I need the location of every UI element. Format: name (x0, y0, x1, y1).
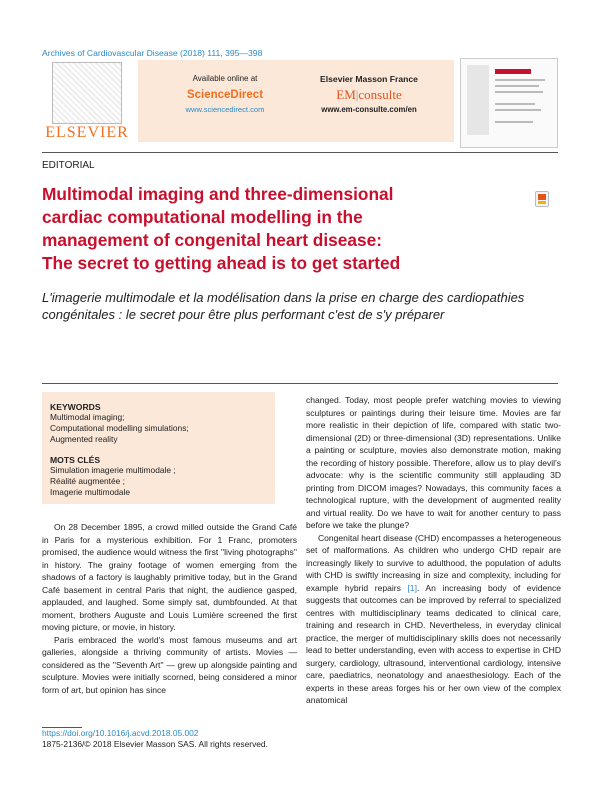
tree-logo-icon (52, 62, 122, 124)
header-divider (42, 152, 558, 153)
sciencedirect-link[interactable]: www.sciencedirect.com (185, 105, 265, 114)
body-left-column (42, 521, 297, 696)
emconsulte-link[interactable]: www.em-consulte.com/en (321, 105, 417, 114)
keyword-fr-item: Réalité augmentée ; (50, 476, 125, 486)
sciencedirect-logo: ScienceDirect (186, 89, 264, 101)
title-line: The secret to getting ahead is to get started (42, 253, 401, 273)
keyword-fr-item: Imagerie multimodale (50, 487, 131, 497)
body-paragraph: Paris embraced the world's most famous museums and art galleries, alongside a thriving community of artists. Movies — considered as the ''Seventh Art'' — grew up alongside painting and sculpture. Movies were initially scorned, being considered a minor form of art, but opinion has since (42, 634, 297, 695)
title-line: Multimodal imaging and three-dimensional (42, 184, 394, 204)
copyright-notice: 1875-2136/© 2018 Elsevier Masson SAS. All rights reserved. (42, 739, 268, 749)
keyword-item: Computational modelling simulations; (50, 423, 189, 433)
body-paragraph: Congenital heart disease (CHD) encompasses a heterogeneous set of malformations. As children who undergo CHD repair are increasingly likely to survive to adulthood, the population of adults with CHD is swiftly increasing in size and complexity, including for example hybrid repairs [1]. An increasing body of evidence suggests that outcomes can be improved by referral to specialized centres with multidisciplinary teams dedicated to clinical care, training and research in CHD. Nevertheless, in everyday clinical practice, the merger of multidisciplinary skills does not necessarily lead to better understanding, even with access to expertise in CHD surgery, cardiology, ultrasound, interventional cardiology, intensive care, paediatrics, neonatology and anaesthesiology. Each of the experts in these areas forges his or her own view of the complex anatomical (306, 532, 562, 705)
keyword-item: Augmented reality (50, 434, 118, 444)
title-line: cardiac computational modelling in the (42, 207, 363, 227)
emconsulte-logo: EM|consulte (336, 87, 402, 102)
reference-link[interactable]: [1] (407, 582, 417, 593)
check-for-updates-icon[interactable] (535, 191, 549, 207)
body-paragraph: On 28 December 1895, a crowd milled outside the Grand Café in Paris for a mysterious exhibition. For 1 Franc, promoters promised, the audience would witness the first ''living photographs'' in history. The grainy footage of women emerging from the shadows of a factory is laughably primitive today, but in the Grand Café basement in central Paris that night, the audience gasped, applauded, and laughed. Some simply sat, dumbfounded. At that moment, brothers Auguste and Louis Lumière screened the first moving picture, or movie, in history. (42, 522, 297, 632)
body-paragraph: changed. Today, most people prefer watching movies to viewing sculptures or paintings during their leisure time. Movies are far more realistic in their depiction of life, compared with static two-dimensional (2D) or three-dimensional (3D) representations. Unlike a painting or sculpture, movies also demonstrate motion, making the recording of history possible. Therefore, allow us to play devil's advocate: why is the scientific community still applauding 3D printing from DICOM images? Nowadays, this community faces a technological rupture, with the development of augmented reality and virtual reality. Do we have to wait for another century to pass before we take the plunge? (306, 395, 561, 530)
french-subtitle: L'imagerie multimodale et la modélisation dans la prise en charge des cardiopathies congénitales : le secret pour être plus performant c'est de s'y préparer (42, 290, 525, 322)
article-title (42, 183, 512, 275)
title-line: management of congenital heart disease: (42, 230, 382, 250)
journal-citation[interactable]: Archives of Cardiovascular Disease (2018) 111, 395—398 (42, 48, 263, 58)
emconsulte-block (294, 74, 444, 114)
keyword-fr-item: Simulation imagerie multimodale ; (50, 465, 176, 475)
keywords-box (42, 392, 275, 504)
abstract-divider (42, 383, 558, 384)
keywords-fr-heading: MOTS CLÉS (50, 455, 101, 465)
availability-box (138, 60, 454, 142)
journal-cover-thumbnail (460, 58, 558, 148)
keywords-heading: KEYWORDS (50, 402, 101, 412)
keyword-item: Multimodal imaging; (50, 412, 125, 422)
doi-link[interactable]: https://doi.org/10.1016/j.acvd.2018.05.002 (42, 728, 199, 738)
elsevier-logo (42, 60, 132, 146)
available-online-label: Available online at (192, 74, 258, 83)
sciencedirect-block (150, 74, 300, 114)
elsevier-wordmark: ELSEVIER (45, 124, 129, 141)
publisher-label: Elsevier Masson France (320, 74, 418, 84)
section-label: EDITORIAL (42, 160, 95, 171)
body-right-column (306, 394, 561, 707)
